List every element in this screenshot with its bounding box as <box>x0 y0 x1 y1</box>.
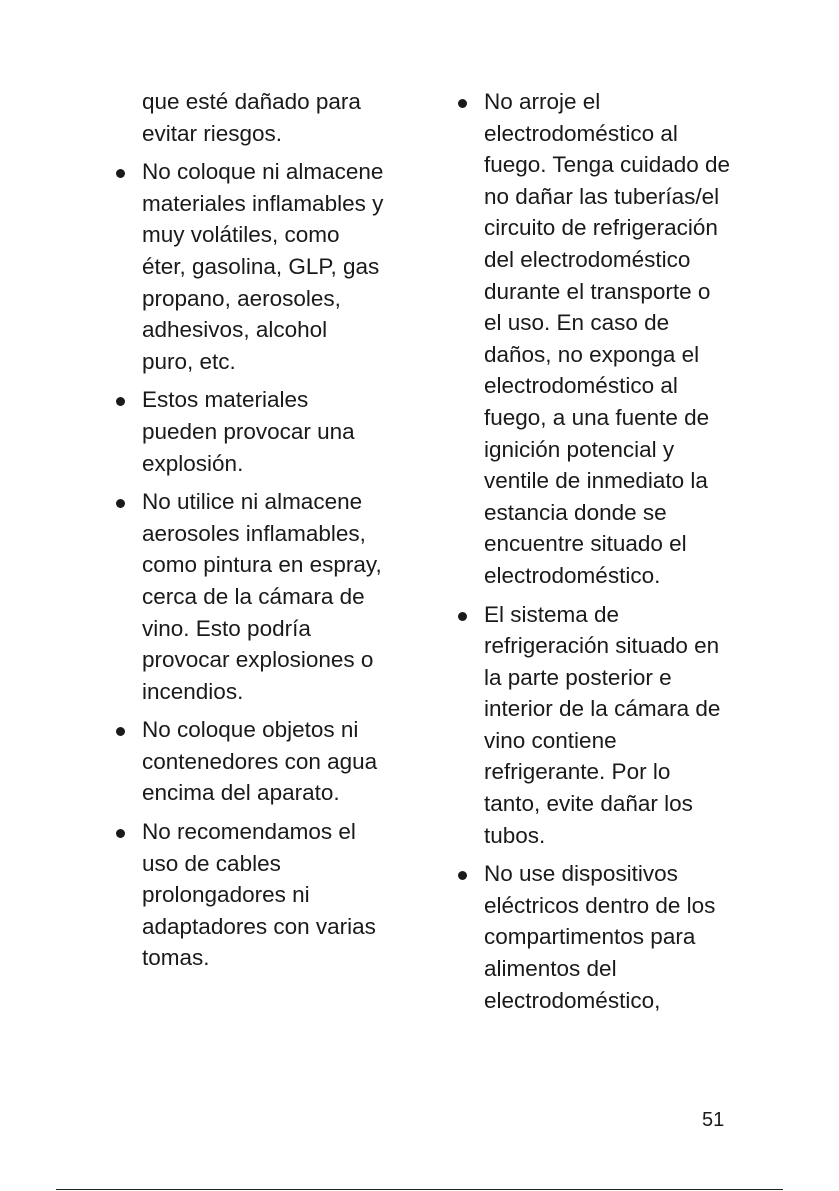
list-item <box>454 599 732 852</box>
bullet-icon <box>116 829 125 838</box>
bullet-icon <box>458 612 467 621</box>
list-item-text: No coloque ni almacene materiales inflamables y muy volátiles, como éter, gasolina, GLP, gas propano, aerosoles, adhesivos, alcohol puro, etc. <box>142 159 384 374</box>
list-item <box>112 384 384 479</box>
list-item <box>454 858 732 1016</box>
bullet-icon <box>116 499 125 508</box>
bullet-icon <box>116 169 125 178</box>
list-item-text: No arroje el electrodoméstico al fuego. Tenga cuidado de no dañar las tuberías/el circuito de refrigeración del electrodoméstico durante el transporte o el uso. En caso de daños, no exponga el electrodoméstico al fuego, a una fuente de ignición potencial y ventile de inmediato la estancia donde se encuentre situado el electrodoméstico. <box>484 89 731 588</box>
list-item-text: El sistema de refrigeración situado en la parte posterior e interior de la cámara de vino contiene refrigerante. Por lo tanto, evite dañar los tubos. <box>484 601 721 848</box>
list-item <box>112 156 384 377</box>
list-item-text: que esté dañado para evitar riesgos. <box>142 89 361 146</box>
list-item <box>112 486 384 707</box>
list-item <box>112 714 384 809</box>
bullet-icon <box>116 727 125 736</box>
bullet-icon <box>458 99 467 108</box>
page-number: 51 <box>702 1109 725 1131</box>
list-item-text: No use dispositivos eléctricos dentro de los compartimentos para alimentos del electrodoméstico, <box>484 861 716 1013</box>
list-item <box>454 86 732 592</box>
footer-divider <box>56 1189 783 1190</box>
list-item-text: No recomendamos el uso de cables prolongadores ni adaptadores con varias tomas. <box>142 819 376 971</box>
list-item-text: Estos materiales pueden provocar una explosión. <box>142 387 355 476</box>
right-column <box>454 86 732 1023</box>
continued-text <box>112 86 384 149</box>
left-column <box>112 86 384 981</box>
list-item <box>112 816 384 974</box>
list-item-text: No coloque objetos ni contenedores con agua encima del aparato. <box>142 717 378 806</box>
bullet-icon <box>116 397 125 406</box>
bullet-icon <box>458 871 467 880</box>
list-item-text: No utilice ni almacene aerosoles inflamables, como pintura en espray, cerca de la cámara de vino. Esto podría provocar explosiones o incendios. <box>142 489 382 704</box>
